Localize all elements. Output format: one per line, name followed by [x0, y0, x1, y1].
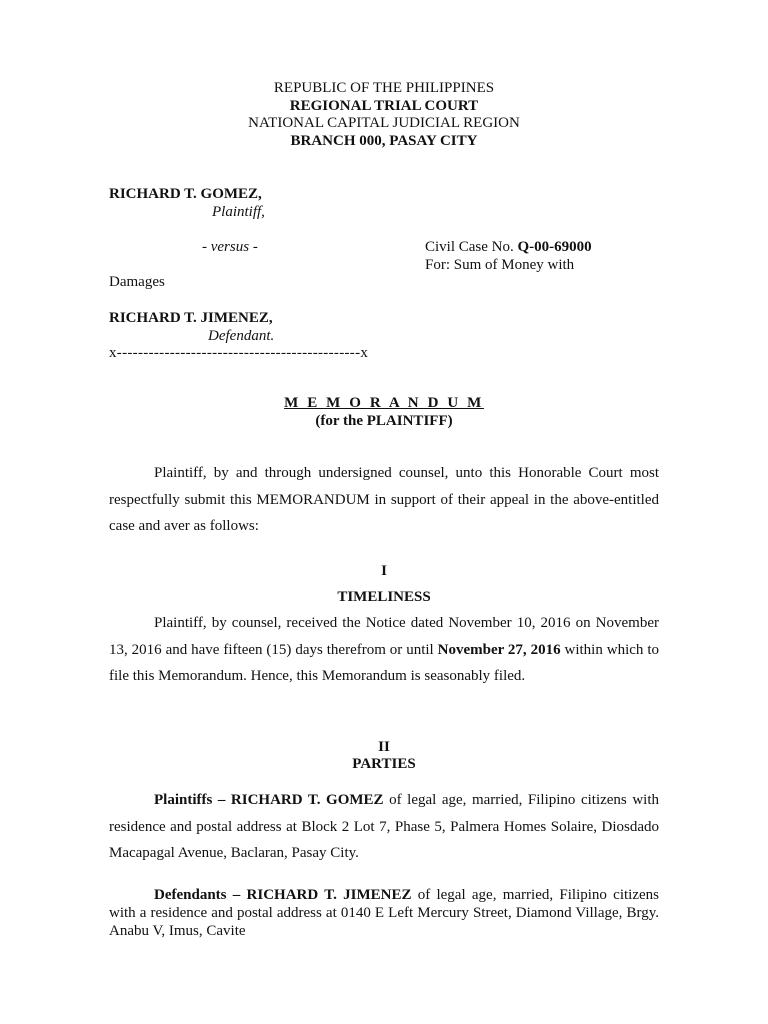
plaintiffs-label: Plaintiffs – RICHARD T. GOMEZ [154, 792, 384, 808]
defendants-label: Defendants – RICHARD T. JIMENEZ [154, 887, 412, 903]
case-number-label: Civil Case No. [425, 239, 514, 255]
case-for-continued: Damages [109, 274, 165, 290]
document-title: M E M O R A N D U M [284, 395, 484, 411]
plaintiffs-paragraph [109, 787, 659, 867]
header-court: REGIONAL TRIAL COURT [289, 98, 479, 114]
timeliness-paragraph [109, 610, 659, 690]
header-republic: REPUBLIC OF THE PHILIPPINES [273, 80, 495, 96]
intro-paragraph [109, 460, 659, 540]
case-number-value: Q-00-69000 [517, 239, 592, 255]
timeliness-deadline: November 27, 2016 [437, 641, 561, 658]
defendant-name: RICHARD T. JIMENEZ, [109, 310, 273, 326]
defendants-paragraph [109, 886, 659, 940]
section-2-heading: PARTIES [352, 756, 416, 772]
timeliness-text-a: Plaintiff, by counsel, received the Notice dated November 10, 2016 on November 13, 2016 and have fifteen (15) days therefrom or until [109, 615, 659, 658]
timeliness-text-b: within which to file this Memorandum. Hence, this Memorandum is seasonably filed. [109, 641, 659, 684]
header-region: NATIONAL CAPITAL JUDICIAL REGION [248, 115, 520, 131]
case-for: For: Sum of Money with [425, 257, 575, 273]
plaintiffs-text: of legal age, married, Filipino citizens with residence and postal address at Block 2 Lot 7, Phase 5, Palmera Homes Solaire, Diosdado Macapagal Avenue, Baclaran, Pasay City. [109, 792, 659, 861]
plaintiff-role: Plaintiff, [212, 204, 265, 220]
section-1-heading: TIMELINESS [337, 589, 431, 605]
intro-text: Plaintiff, by and through undersigned counsel, unto this Honorable Court most respectfully submit this MEMORANDUM in support of their appeal in the above-entitled case and aver as follows: [109, 465, 659, 534]
plaintiff-name: RICHARD T. GOMEZ, [109, 186, 262, 202]
header-branch: BRANCH 000, PASAY CITY [290, 133, 478, 149]
section-2-numeral: II [378, 739, 390, 755]
caption-divider: x----------------------------------------------x [109, 345, 369, 361]
document-subtitle: (for the PLAINTIFF) [315, 413, 453, 429]
defendant-role: Defendant. [208, 328, 275, 344]
case-number [425, 238, 592, 256]
versus-label: - versus - [202, 239, 258, 255]
section-1-numeral: I [381, 563, 387, 579]
defendants-text: of legal age, married, Filipino citizens with a residence and postal address at 0140 E Left Mercury Street, Diamond Village, Brgy. Anabu V, Imus, Cavite [109, 887, 659, 939]
